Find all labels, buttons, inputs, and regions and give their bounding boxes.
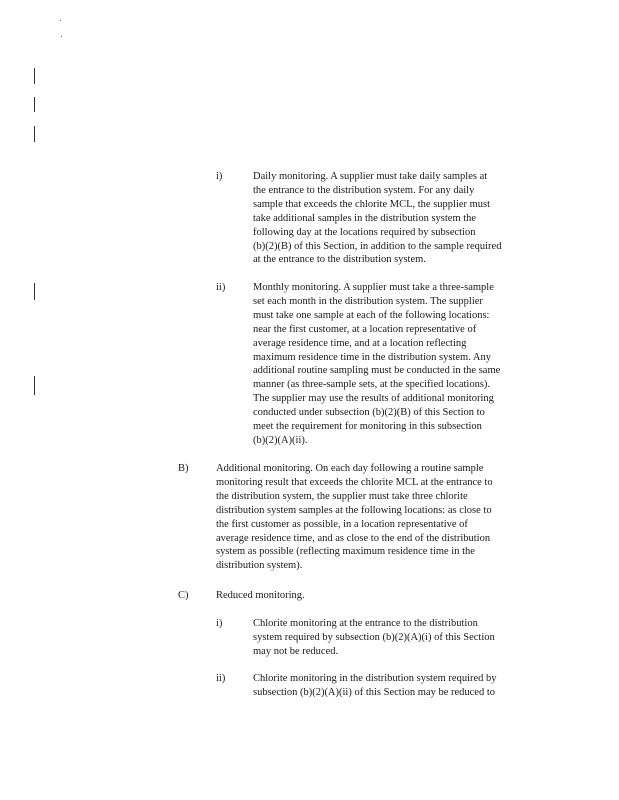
paragraph <box>253 617 495 659</box>
text-line: take additional samples in the distribution system the <box>253 212 477 224</box>
paragraph <box>253 672 497 700</box>
item-label: B) <box>178 463 189 474</box>
text-line: the entrance to the distribution system. For any daily <box>253 184 475 196</box>
text-line: system required by subsection (b)(2)(A)(i) of this Section <box>253 631 495 643</box>
text-line: the first customer as possible, in a location representative of <box>216 518 468 530</box>
paragraph <box>253 281 500 448</box>
change-bar <box>34 68 35 84</box>
text-line: system as possible (reflecting maximum residence time in the <box>216 546 475 558</box>
text-line: Monthly monitoring. A supplier must take a three-sample <box>253 282 494 293</box>
text-line: conducted under subsection (b)(2)(B) of this Section to <box>253 407 485 419</box>
text-line: may not be reduced. <box>253 645 339 657</box>
text-line: The supplier may use the results of additional monitoring <box>253 393 494 405</box>
text-line: Reduced monitoring. <box>216 590 305 601</box>
text-line: the distribution system, the supplier must take three chlorite <box>216 490 468 502</box>
text-line: additional routine sampling must be conducted in the same <box>253 365 501 377</box>
text-line: at the entrance to the distribution system. <box>253 254 426 266</box>
item-label: ii) <box>216 282 226 293</box>
item-label: ii) <box>216 673 226 684</box>
text-line: (b)(2)(A)(ii). <box>253 434 308 446</box>
text-line: Chlorite monitoring at the entrance to the distribution <box>253 618 478 629</box>
text-line: meet the requirement for monitoring in this subsection <box>253 421 482 433</box>
text-line: sample that exceeds the chlorite MCL, the supplier must <box>253 198 491 210</box>
change-bar <box>34 283 35 300</box>
paragraph <box>216 589 305 603</box>
change-bar <box>34 97 35 112</box>
text-line: must take one sample at each of the following locations: <box>253 309 490 321</box>
change-bar <box>34 126 35 142</box>
text-line: maximum residence time in the distribution system. Any <box>253 351 491 363</box>
text-line: (b)(2)(B) of this Section, in addition to the sample required <box>253 240 502 252</box>
text-line: following day at the locations required by subsection <box>253 226 476 238</box>
text-line: set each month in the distribution system. The supplier <box>253 295 483 307</box>
text-line: near the first customer, at a location representative of <box>253 323 477 335</box>
item-label: i) <box>216 171 223 182</box>
text-line: monitoring result that exceeds the chlorite MCL at the entrance to <box>216 476 493 488</box>
text-line: Additional monitoring. On each day following a routine sample <box>216 463 484 474</box>
text-line: average residence time, and at a location reflecting <box>253 337 467 349</box>
item-label: i) <box>216 618 223 629</box>
text-line: distribution system). <box>216 560 303 572</box>
text-line: Chlorite monitoring in the distribution system required by <box>253 673 497 684</box>
change-bar <box>34 376 35 395</box>
text-line: distribution system samples at the following locations: as close to <box>216 504 492 516</box>
scan-speck <box>61 36 62 37</box>
item-label: C) <box>178 590 189 601</box>
paragraph <box>216 462 493 573</box>
text-line: Daily monitoring. A supplier must take daily samples at <box>253 171 488 182</box>
scan-speck <box>60 20 61 21</box>
text-line: average residence time, and as close to the end of the distribution <box>216 532 491 544</box>
paragraph <box>253 170 501 267</box>
text-line: subsection (b)(2)(A)(ii) of this Section may be reduced to <box>253 686 496 698</box>
text-line: manner (as three-sample sets, at the specified locations). <box>253 379 491 391</box>
